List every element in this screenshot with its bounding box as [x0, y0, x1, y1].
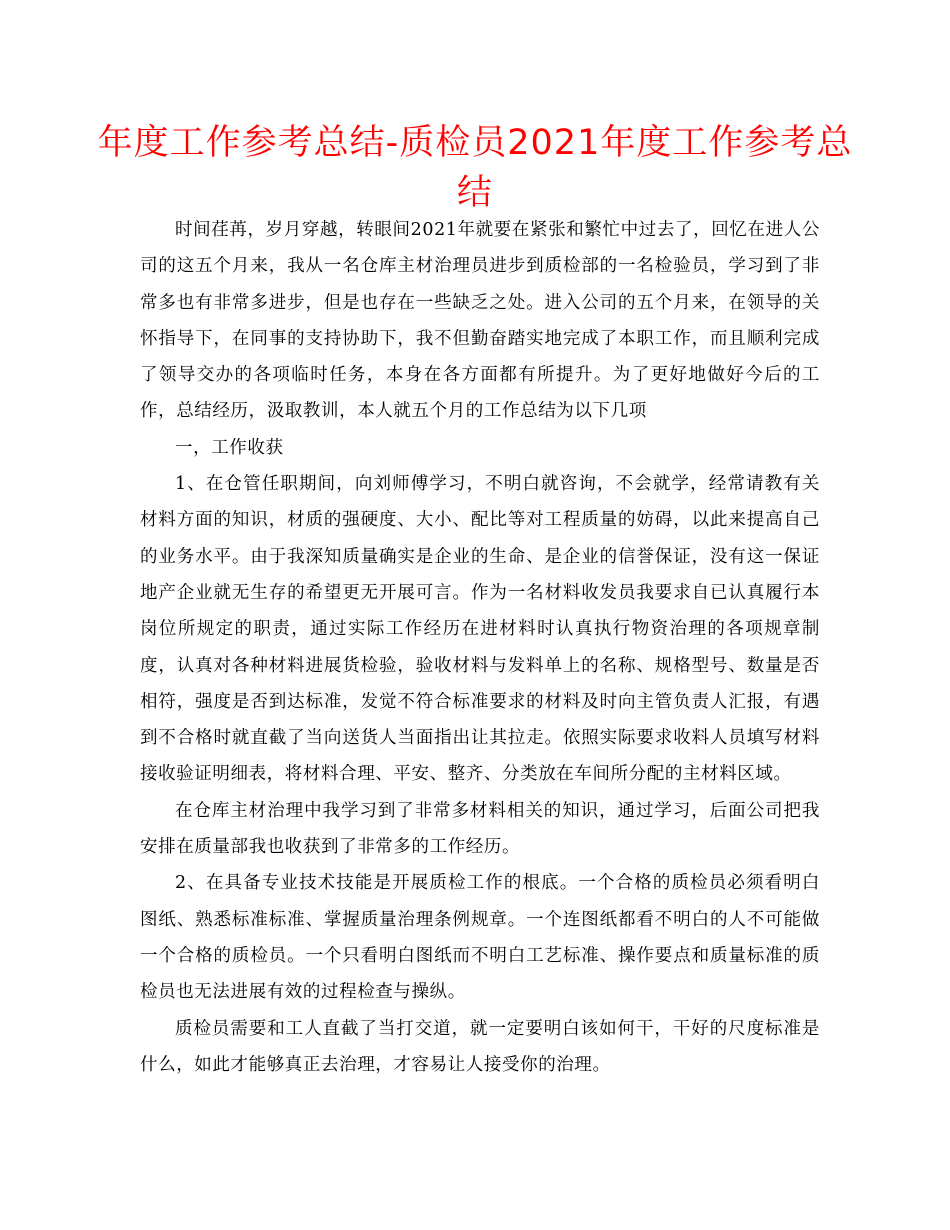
document-title: 年度工作参考总结-质检员2021年度工作参考总结 [97, 123, 853, 213]
paragraph-intro: 时间荏苒，岁月穿越，转眼间2021年就要在紧张和繁忙中过去了，回忆在进人公司的这五个月来，我从一名仓库主材治理员进步到质检部的一名检验员，学习到了非常多也有非常多进步，但是也存在一些缺乏之处。进入公司的五个月来，在领导的关怀指导下，在同事的支持协助下，我不但勤奋踏实地完成了本职工作，而且顺利完成了领导交办的各项临时任务，本身在各方面都有所提升。为了更好地做好今后的工作，总结经历，汲取教训，本人就五个月的工作总结为以下几项 [140, 220, 820, 422]
paragraph-item-1: 1、在仓管任职期间，向刘师傅学习，不明白就咨询，不会就学，经常请教有关材料方面的知识，材质的强硬度、大小、配比等对工程质量的妨碍，以此来提高自己的业务水平。由于我深知质量确实是企业的生命、是企业的信誉保证，没有这一保证地产企业就无生存的希望更无开展可言。作为一名材料收发员我要求自已认真履行本岗位所规定的职责，通过实际工作经历在进材料时认真执行物资治理的各项规章制度，认真对各种材料进展货检验，验收材料与发料单上的名称、规格型号、数量是否相符，强度是否到达标准，发觉不符合标准要求的材料及时向主管负责人汇报，有遇到不合格时就直截了当向送货人当面指出让其拉走。依照实际要求收料人员填写材料接收验证明细表，将材料合理、平安、整齐、分类放在车间所分配的主材料区域。 [140, 474, 820, 785]
section-heading-work-gains: 一，工作收获 [175, 437, 284, 458]
document-body [140, 212, 820, 1083]
paragraph-item-2: 2、在具备专业技术技能是开展质检工作的根底。一个合格的质检员必须看明白图纸、熟悉标准标准、掌握质量治理条例规章。一个连图纸都看不明白的人不可能做一个合格的质检员。一个只看明白图纸而不明白工艺标准、操作要点和质量标准的质检员也无法进展有效的过程检查与操纵。 [140, 873, 820, 1003]
paragraph-inspector: 质检员需要和工人直截了当打交道，就一定要明白该如何干，干好的尺度标准是什么，如此才能够真正去治理，才容易让人接受你的治理。 [140, 1018, 820, 1075]
paragraph-warehouse: 在仓库主材治理中我学习到了非常多材料相关的知识，通过学习，后面公司把我安排在质量部我也收获到了非常多的工作经历。 [140, 800, 820, 858]
